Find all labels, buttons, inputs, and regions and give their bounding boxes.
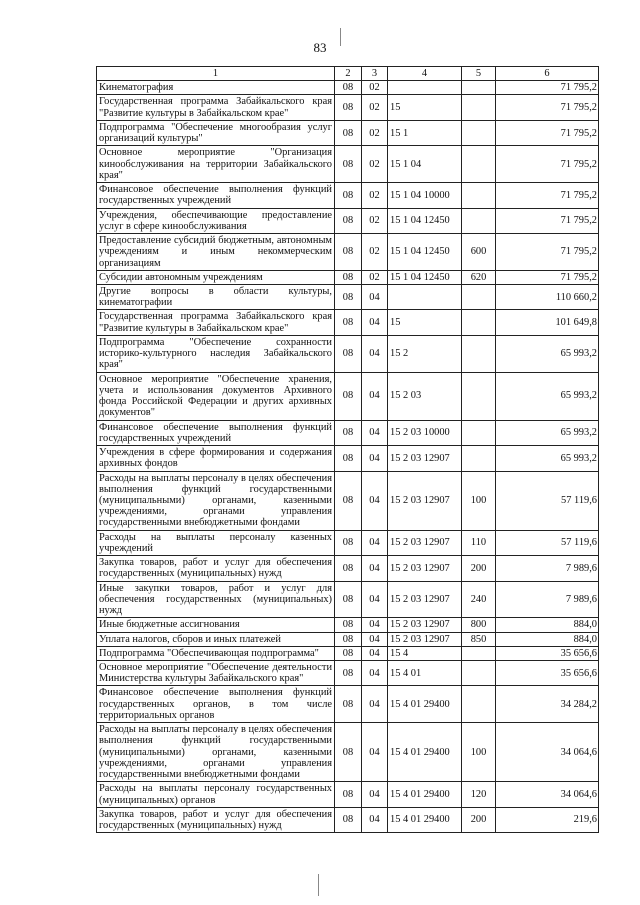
cell-sum: 71 795,2 xyxy=(496,146,599,183)
cell-csr: 15 2 03 12907 xyxy=(388,556,462,581)
cell-rz: 08 xyxy=(335,581,362,618)
header-cell: 2 xyxy=(335,67,362,81)
table-row xyxy=(97,686,599,723)
cell-rz: 08 xyxy=(335,446,362,471)
cell-vr: 240 xyxy=(462,581,496,618)
cell-csr: 15 2 03 12907 xyxy=(388,530,462,555)
cell-pr: 04 xyxy=(362,661,388,686)
cell-vr: 600 xyxy=(462,234,496,271)
cell-rz: 08 xyxy=(335,782,362,807)
cell-name: Иные закупки товаров, работ и услуг для обеспечения государственных (муниципальных) нужд xyxy=(97,581,335,618)
table-row xyxy=(97,372,599,420)
cell-name: Иные бюджетные ассигнования xyxy=(97,618,335,632)
header-cell: 4 xyxy=(388,67,462,81)
cell-name: Финансовое обеспечение выполнения функций государственных учреждений xyxy=(97,420,335,445)
cell-csr: 15 xyxy=(388,95,462,120)
cell-csr: 15 2 03 xyxy=(388,372,462,420)
cell-csr: 15 1 04 xyxy=(388,146,462,183)
cell-vr xyxy=(462,686,496,723)
cell-vr xyxy=(462,284,496,309)
cell-sum: 34 064,6 xyxy=(496,782,599,807)
cell-vr xyxy=(462,183,496,208)
cell-rz: 08 xyxy=(335,632,362,646)
cell-name: Другие вопросы в области культуры, кинематографии xyxy=(97,284,335,309)
table-row xyxy=(97,284,599,309)
cell-sum: 110 660,2 xyxy=(496,284,599,309)
table-row xyxy=(97,723,599,782)
table-row xyxy=(97,446,599,471)
cell-csr: 15 4 01 29400 xyxy=(388,807,462,832)
cell-pr: 04 xyxy=(362,581,388,618)
cell-sum: 7 989,6 xyxy=(496,556,599,581)
cell-vr xyxy=(462,335,496,372)
cell-name: Учреждения, обеспечивающие предоставление услуг в сфере кинообслуживания xyxy=(97,208,335,233)
cell-vr xyxy=(462,446,496,471)
cell-pr: 02 xyxy=(362,146,388,183)
cell-sum: 219,6 xyxy=(496,807,599,832)
cell-csr: 15 4 01 29400 xyxy=(388,723,462,782)
cell-pr: 04 xyxy=(362,782,388,807)
cell-csr: 15 4 01 29400 xyxy=(388,782,462,807)
table-row xyxy=(97,310,599,335)
table-row xyxy=(97,335,599,372)
table-row xyxy=(97,556,599,581)
cell-name: Основное мероприятие "Обеспечение деятельности Министерства культуры Забайкальского края" xyxy=(97,661,335,686)
cell-sum: 71 795,2 xyxy=(496,208,599,233)
cell-vr: 100 xyxy=(462,723,496,782)
cell-sum: 71 795,2 xyxy=(496,234,599,271)
cell-rz: 08 xyxy=(335,120,362,145)
cell-rz: 08 xyxy=(335,284,362,309)
cell-name: Подпрограмма "Обеспечение многообразия услуг организаций культуры" xyxy=(97,120,335,145)
cell-name: Расходы на выплаты персоналу в целях обеспечения выполнения функций государственными (муниципальными) органами, казенными учреждениями, органами управления государственными внебюджетными фондами xyxy=(97,471,335,530)
cell-sum: 884,0 xyxy=(496,632,599,646)
cell-vr: 620 xyxy=(462,270,496,284)
cell-pr: 02 xyxy=(362,120,388,145)
cell-sum: 7 989,6 xyxy=(496,581,599,618)
cell-rz: 08 xyxy=(335,807,362,832)
cell-csr: 15 1 04 10000 xyxy=(388,183,462,208)
cell-sum: 35 656,6 xyxy=(496,661,599,686)
table-row xyxy=(97,95,599,120)
cell-vr xyxy=(462,95,496,120)
cell-rz: 08 xyxy=(335,530,362,555)
cell-name: Финансовое обеспечение выполнения функций государственных учреждений xyxy=(97,183,335,208)
cell-name: Кинематография xyxy=(97,81,335,95)
table-row xyxy=(97,782,599,807)
cell-csr xyxy=(388,284,462,309)
cell-name: Основное мероприятие "Организация кинообслуживания на территории Забайкальского края" xyxy=(97,146,335,183)
cell-rz: 08 xyxy=(335,420,362,445)
cell-sum: 65 993,2 xyxy=(496,446,599,471)
page-number: 83 xyxy=(313,40,327,55)
table-row xyxy=(97,661,599,686)
cell-vr xyxy=(462,646,496,660)
cell-vr: 110 xyxy=(462,530,496,555)
cell-pr: 04 xyxy=(362,335,388,372)
table-row xyxy=(97,270,599,284)
cell-vr: 200 xyxy=(462,807,496,832)
cell-pr: 04 xyxy=(362,686,388,723)
table-row xyxy=(97,530,599,555)
header-cell: 5 xyxy=(462,67,496,81)
cell-vr xyxy=(462,146,496,183)
cell-name: Подпрограмма "Обеспечивающая подпрограмма" xyxy=(97,646,335,660)
cell-pr: 04 xyxy=(362,807,388,832)
cell-csr: 15 2 03 12907 xyxy=(388,471,462,530)
table-row xyxy=(97,807,599,832)
cell-rz: 08 xyxy=(335,646,362,660)
cell-rz: 08 xyxy=(335,234,362,271)
table-row xyxy=(97,208,599,233)
cell-sum: 65 993,2 xyxy=(496,335,599,372)
table-row xyxy=(97,81,599,95)
cell-pr: 02 xyxy=(362,183,388,208)
cell-pr: 04 xyxy=(362,646,388,660)
cell-name: Субсидии автономным учреждениям xyxy=(97,270,335,284)
cell-pr: 04 xyxy=(362,310,388,335)
cell-csr: 15 2 03 12907 xyxy=(388,446,462,471)
cell-csr: 15 xyxy=(388,310,462,335)
cell-vr xyxy=(462,81,496,95)
cell-csr: 15 1 xyxy=(388,120,462,145)
cell-rz: 08 xyxy=(335,618,362,632)
cell-vr xyxy=(462,208,496,233)
header-cell: 1 xyxy=(97,67,335,81)
cell-name: Предоставление субсидий бюджетным, автономным учреждениям и иным некоммерческим организациям xyxy=(97,234,335,271)
table-row xyxy=(97,420,599,445)
cell-vr xyxy=(462,120,496,145)
header-cell: 6 xyxy=(496,67,599,81)
cell-csr xyxy=(388,81,462,95)
table-row xyxy=(97,120,599,145)
cell-name: Учреждения в сфере формирования и содержания архивных фондов xyxy=(97,446,335,471)
cell-pr: 04 xyxy=(362,632,388,646)
cell-sum: 71 795,2 xyxy=(496,270,599,284)
cell-rz: 08 xyxy=(335,372,362,420)
cell-rz: 08 xyxy=(335,183,362,208)
cell-rz: 08 xyxy=(335,686,362,723)
cell-rz: 08 xyxy=(335,723,362,782)
cell-name: Расходы на выплаты персоналу казенных учреждений xyxy=(97,530,335,555)
cell-rz: 08 xyxy=(335,270,362,284)
table-row xyxy=(97,632,599,646)
cell-vr: 120 xyxy=(462,782,496,807)
cell-name: Закупка товаров, работ и услуг для обеспечения государственных (муниципальных) нужд xyxy=(97,556,335,581)
cell-pr: 02 xyxy=(362,95,388,120)
cell-pr: 04 xyxy=(362,471,388,530)
table-row xyxy=(97,234,599,271)
cell-pr: 04 xyxy=(362,530,388,555)
cell-rz: 08 xyxy=(335,146,362,183)
cell-sum: 71 795,2 xyxy=(496,95,599,120)
table-row xyxy=(97,618,599,632)
cell-vr: 800 xyxy=(462,618,496,632)
cell-pr: 02 xyxy=(362,234,388,271)
cell-name: Расходы на выплаты персоналу в целях обеспечения выполнения функций государственными (муниципальными) органами, казенными учреждениями, органами управления государственными внебюджетными фондами xyxy=(97,723,335,782)
budget-table xyxy=(96,66,599,833)
table-row xyxy=(97,146,599,183)
cell-vr xyxy=(462,661,496,686)
cell-pr: 04 xyxy=(362,618,388,632)
cell-pr: 04 xyxy=(362,372,388,420)
cell-sum: 884,0 xyxy=(496,618,599,632)
cell-name: Закупка товаров, работ и услуг для обеспечения государственных (муниципальных) нужд xyxy=(97,807,335,832)
cell-name: Основное мероприятие "Обеспечение хранения, учета и использования документов Архивного фонда Российской Федерации и других архивных документов" xyxy=(97,372,335,420)
cell-sum: 101 649,8 xyxy=(496,310,599,335)
table-header-row xyxy=(97,67,599,81)
cell-vr: 100 xyxy=(462,471,496,530)
cell-sum: 57 119,6 xyxy=(496,530,599,555)
cell-rz: 08 xyxy=(335,471,362,530)
cell-vr xyxy=(462,372,496,420)
cell-sum: 65 993,2 xyxy=(496,420,599,445)
cell-pr: 04 xyxy=(362,446,388,471)
cell-pr: 04 xyxy=(362,284,388,309)
cell-sum: 34 284,2 xyxy=(496,686,599,723)
cell-csr: 15 2 03 12907 xyxy=(388,632,462,646)
cell-rz: 08 xyxy=(335,556,362,581)
cell-name: Расходы на выплаты персоналу государственных (муниципальных) органов xyxy=(97,782,335,807)
cell-csr: 15 1 04 12450 xyxy=(388,208,462,233)
cell-name: Уплата налогов, сборов и иных платежей xyxy=(97,632,335,646)
cell-name: Подпрограмма "Обеспечение сохранности историко-культурного наследия Забайкальского края" xyxy=(97,335,335,372)
cell-csr: 15 4 01 29400 xyxy=(388,686,462,723)
cell-csr: 15 4 01 xyxy=(388,661,462,686)
cell-vr xyxy=(462,310,496,335)
cell-pr: 02 xyxy=(362,81,388,95)
cell-sum: 35 656,6 xyxy=(496,646,599,660)
scan-mark xyxy=(318,874,319,896)
cell-rz: 08 xyxy=(335,81,362,95)
cell-csr: 15 4 xyxy=(388,646,462,660)
cell-csr: 15 1 04 12450 xyxy=(388,270,462,284)
cell-sum: 34 064,6 xyxy=(496,723,599,782)
scan-mark xyxy=(340,28,341,46)
cell-name: Государственная программа Забайкальского края "Развитие культуры в Забайкальском крае" xyxy=(97,310,335,335)
cell-csr: 15 2 03 10000 xyxy=(388,420,462,445)
cell-sum: 71 795,2 xyxy=(496,183,599,208)
cell-pr: 04 xyxy=(362,723,388,782)
table-row xyxy=(97,646,599,660)
header-cell: 3 xyxy=(362,67,388,81)
cell-csr: 15 2 03 12907 xyxy=(388,581,462,618)
cell-vr: 850 xyxy=(462,632,496,646)
cell-pr: 04 xyxy=(362,556,388,581)
cell-csr: 15 1 04 12450 xyxy=(388,234,462,271)
cell-rz: 08 xyxy=(335,310,362,335)
cell-pr: 02 xyxy=(362,270,388,284)
cell-vr xyxy=(462,420,496,445)
table-row xyxy=(97,471,599,530)
cell-rz: 08 xyxy=(335,335,362,372)
cell-sum: 57 119,6 xyxy=(496,471,599,530)
cell-sum: 71 795,2 xyxy=(496,81,599,95)
cell-csr: 15 2 03 12907 xyxy=(388,618,462,632)
cell-sum: 71 795,2 xyxy=(496,120,599,145)
cell-name: Финансовое обеспечение выполнения функций государственных органов, в том числе территориальных органов xyxy=(97,686,335,723)
cell-rz: 08 xyxy=(335,208,362,233)
cell-rz: 08 xyxy=(335,661,362,686)
cell-sum: 65 993,2 xyxy=(496,372,599,420)
cell-rz: 08 xyxy=(335,95,362,120)
table-row xyxy=(97,581,599,618)
cell-pr: 02 xyxy=(362,208,388,233)
cell-vr: 200 xyxy=(462,556,496,581)
cell-pr: 04 xyxy=(362,420,388,445)
table-row xyxy=(97,183,599,208)
cell-name: Государственная программа Забайкальского края "Развитие культуры в Забайкальском крае" xyxy=(97,95,335,120)
cell-csr: 15 2 xyxy=(388,335,462,372)
